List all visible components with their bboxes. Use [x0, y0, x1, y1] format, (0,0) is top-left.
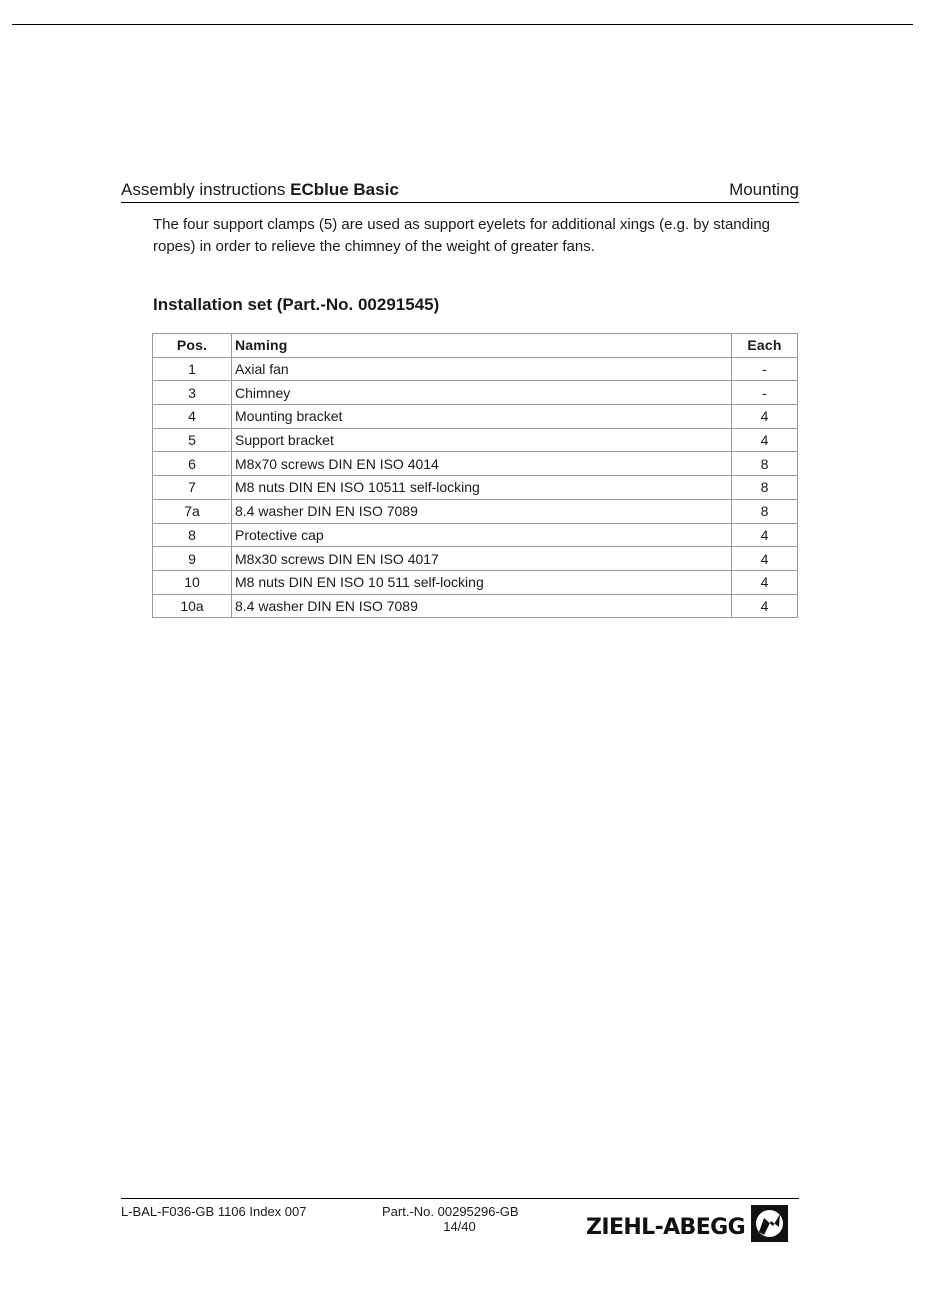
cell-naming: Axial fan	[232, 357, 732, 381]
footer-rule	[121, 1198, 799, 1199]
cell-pos: 8	[153, 523, 232, 547]
header-title	[121, 179, 399, 201]
cell-each: 8	[732, 452, 798, 476]
cell-each: 4	[732, 428, 798, 452]
cell-each: 8	[732, 499, 798, 523]
ziehl-abegg-logo	[586, 1202, 788, 1242]
cell-each: 4	[732, 594, 798, 618]
cell-pos: 3	[153, 381, 232, 405]
cell-naming: M8x70 screws DIN EN ISO 4014	[232, 452, 732, 476]
cell-each: 4	[732, 405, 798, 429]
cell-naming: M8 nuts DIN EN ISO 10511 self-locking	[232, 476, 732, 500]
footer-part-no: Part.-No. 00295296-GB	[382, 1204, 519, 1219]
footer-doc-ref: L-BAL-F036-GB 1106 Index 007	[121, 1204, 307, 1219]
cell-each: -	[732, 357, 798, 381]
col-header-each: Each	[732, 334, 798, 358]
cell-pos: 5	[153, 428, 232, 452]
table-row	[153, 405, 798, 429]
table-row	[153, 452, 798, 476]
page-header	[121, 179, 799, 203]
logo-wordmark: ZIEHL-ABEGG	[586, 1215, 746, 1240]
table-row	[153, 428, 798, 452]
parts-table-header	[153, 334, 798, 358]
cell-naming: Support bracket	[232, 428, 732, 452]
cell-each: 4	[732, 523, 798, 547]
cell-each: 4	[732, 570, 798, 594]
cell-naming: M8x30 screws DIN EN ISO 4017	[232, 547, 732, 571]
cell-pos: 10	[153, 570, 232, 594]
table-row	[153, 594, 798, 618]
cell-naming: 8.4 washer DIN EN ISO 7089	[232, 499, 732, 523]
top-rule	[12, 24, 913, 25]
cell-naming: M8 nuts DIN EN ISO 10 511 self-locking	[232, 570, 732, 594]
parts-table	[152, 333, 798, 618]
table-row	[153, 476, 798, 500]
table-row	[153, 499, 798, 523]
table-row	[153, 570, 798, 594]
cell-pos: 1	[153, 357, 232, 381]
header-section: Mounting	[729, 180, 799, 199]
cell-naming: 8.4 washer DIN EN ISO 7089	[232, 594, 732, 618]
cell-each: -	[732, 381, 798, 405]
cell-pos: 7	[153, 476, 232, 500]
header-prefix: Assembly instructions	[121, 180, 286, 199]
cell-pos: 10a	[153, 594, 232, 618]
header-product: ECblue Basic	[290, 180, 399, 199]
table-row	[153, 523, 798, 547]
col-header-naming: Naming	[232, 334, 732, 358]
cell-pos: 9	[153, 547, 232, 571]
cell-pos: 7a	[153, 499, 232, 523]
cell-pos: 4	[153, 405, 232, 429]
col-header-pos: Pos.	[153, 334, 232, 358]
cell-each: 8	[732, 476, 798, 500]
table-row	[153, 381, 798, 405]
table-row	[153, 357, 798, 381]
cell-naming: Protective cap	[232, 523, 732, 547]
ziehl-abegg-emblem-icon	[751, 1205, 788, 1242]
cell-naming: Chimney	[232, 381, 732, 405]
cell-pos: 6	[153, 452, 232, 476]
installation-set-title: Installation set (Part.-No. 00291545)	[153, 295, 440, 314]
cell-each: 4	[732, 547, 798, 571]
table-row	[153, 547, 798, 571]
footer-page-number: 14/40	[443, 1219, 476, 1234]
intro-paragraph: The four support clamps (5) are used as support eyelets for additional xings (e.g. by standing ropes) in order to relieve the chimney of the weight of greater fans.	[153, 216, 770, 255]
cell-naming: Mounting bracket	[232, 405, 732, 429]
